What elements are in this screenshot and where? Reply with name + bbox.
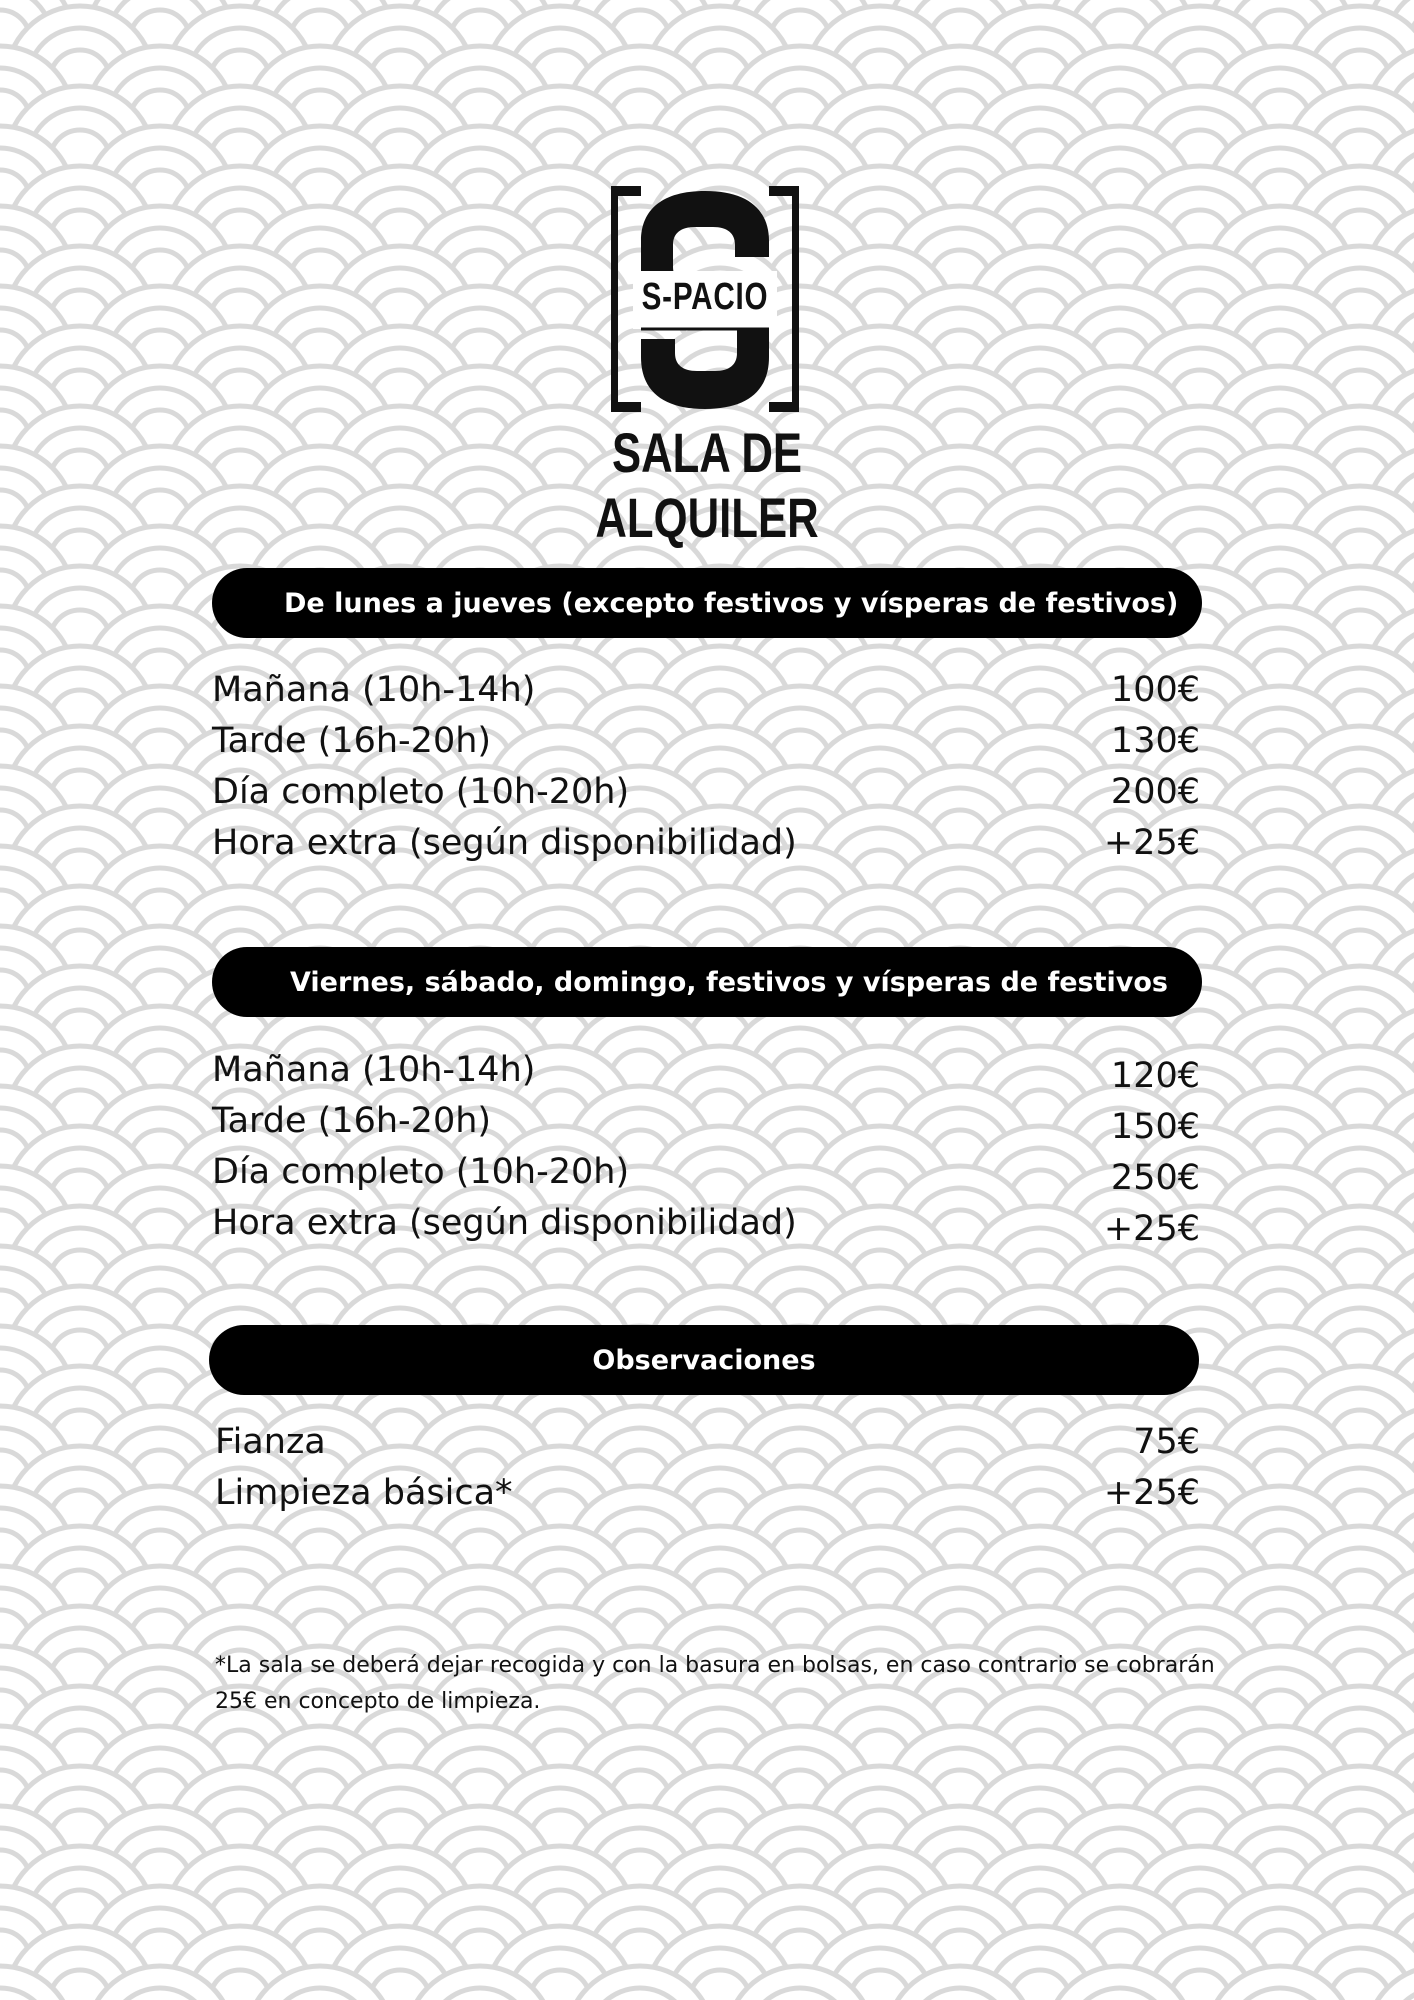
row-label: Limpieza básica* [215, 1473, 513, 1513]
row-label: Día completo (10h-20h) [212, 1152, 630, 1192]
logo-text: S-PACIO [641, 276, 769, 318]
row-price: 200€ [1110, 772, 1200, 812]
price-row-cleaning [215, 1473, 1200, 1525]
section-header-weekend: Viernes, sábado, domingo, festivos y vísperas de festivos [212, 947, 1202, 1017]
row-label: Mañana (10h-14h) [212, 670, 536, 710]
price-row-weekend-extra-hour [212, 1203, 1200, 1255]
footnote: *La sala se deberá dejar recogida y con la basura en bolsas, en caso contrario se cobrarán 25€ en concepto de limpieza. [215, 1653, 1215, 1714]
row-price: 250€ [1110, 1158, 1200, 1198]
row-price: 130€ [1110, 721, 1200, 761]
price-row-deposit [215, 1422, 1200, 1474]
price-row-weekdays-afternoon [212, 721, 1200, 773]
row-label: Hora extra (según disponibilidad) [212, 1203, 797, 1243]
price-row-weekend-afternoon [212, 1101, 1200, 1153]
section-header-weekdays: De lunes a jueves (excepto festivos y vísperas de festivos) [212, 568, 1202, 638]
row-label: Tarde (16h-20h) [212, 1101, 492, 1141]
row-price: +25€ [1103, 1473, 1200, 1513]
row-price: 75€ [1133, 1422, 1200, 1462]
price-row-weekend-morning [212, 1050, 1200, 1102]
s-pacio-logo [611, 185, 799, 413]
row-label: Tarde (16h-20h) [212, 721, 492, 761]
row-price: 120€ [1110, 1056, 1200, 1096]
price-row-weekdays-full-day [212, 772, 1200, 824]
price-row-weekend-full-day [212, 1152, 1200, 1204]
page-title: SALA DE ALQUILER [595, 421, 819, 549]
row-price: +25€ [1103, 823, 1200, 863]
row-price: +25€ [1103, 1209, 1200, 1249]
row-label: Hora extra (según disponibilidad) [212, 823, 797, 863]
price-row-weekdays-morning [212, 670, 1200, 722]
row-label: Fianza [215, 1422, 326, 1462]
section-header-observations: Observaciones [209, 1325, 1199, 1395]
row-price: 150€ [1110, 1107, 1200, 1147]
row-label: Día completo (10h-20h) [212, 772, 630, 812]
row-label: Mañana (10h-14h) [212, 1050, 536, 1090]
row-price: 100€ [1110, 670, 1200, 710]
price-row-weekdays-extra-hour [212, 823, 1200, 875]
